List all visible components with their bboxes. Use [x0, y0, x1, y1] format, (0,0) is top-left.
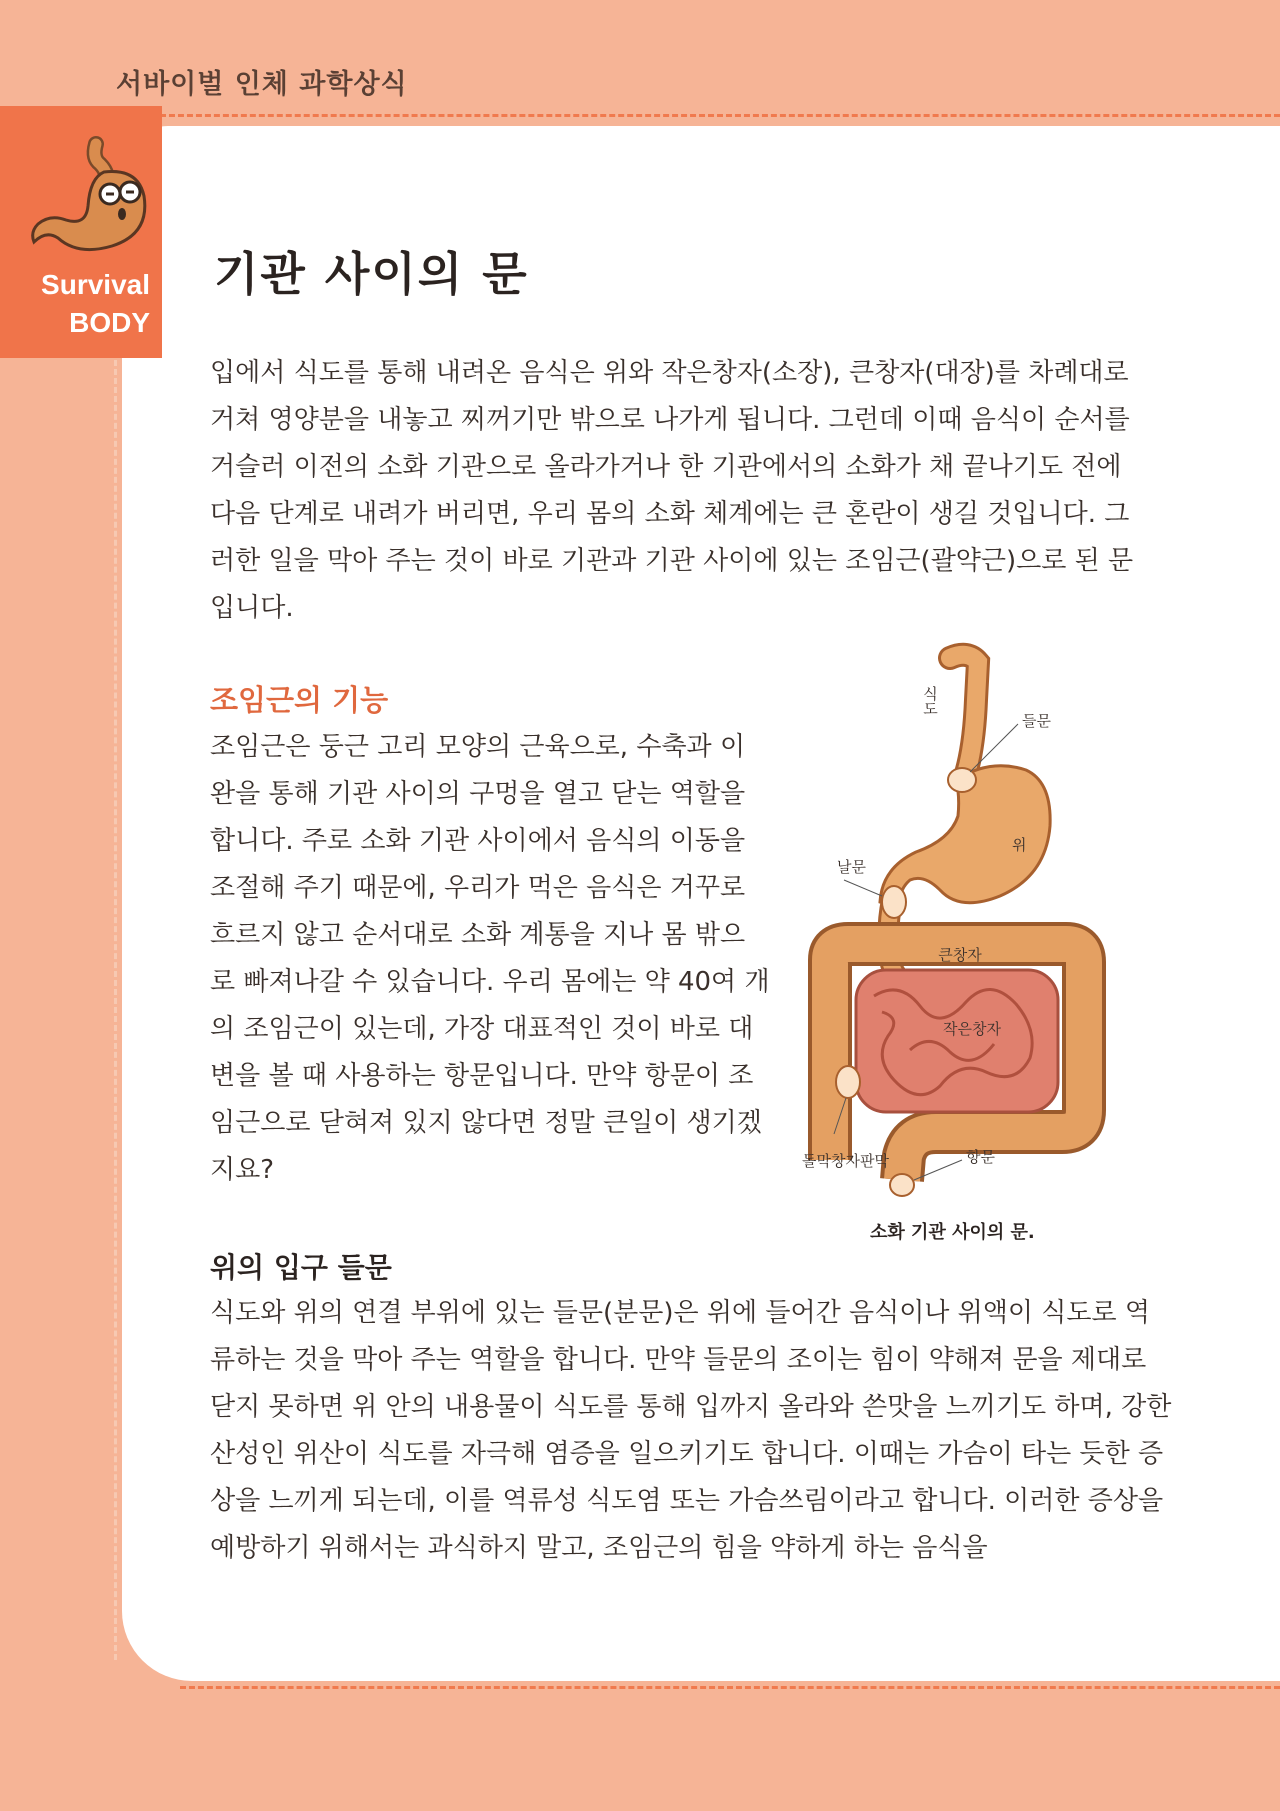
- stomach-cartoon-icon: [26, 134, 156, 264]
- label-stomach: 위: [1012, 836, 1027, 854]
- section-paragraph-cardia: 식도와 위의 연결 부위에 있는 들문(분문)은 위에 들어간 음식이나 위액이 식도로 역류하는 것을 막아 주는 역할을 합니다. 만약 들문의 조이는 힘이 약해져 문을 제대로 닫지 못하면 위 안의 내용물이 식도를 통해 입까지 올라와 쓴맛을 느끼기도 하며, 강한 산성인 위산이 식도를 자극해 염증을 일으키기도 합니다. 이때는 가슴이 타는 듯한 증상을 느끼게 되는데, 이를 역류성 식도염 또는 가슴쓰림이라고 합니다. 이러한 증상을 예방하기 위해서는 과식하지 말고, 조임근의 힘을 약하게 하는 음식을: [210, 1298, 1172, 1563]
- label-esophagus: 식도: [921, 686, 939, 716]
- badge-line1: Survival: [41, 269, 150, 300]
- running-title: 서바이벌 인체 과학상식: [116, 69, 408, 100]
- digestive-tract-illustration: [790, 640, 1120, 1220]
- page-title: 기관 사이의 문: [214, 247, 529, 301]
- label-ileocecal-valve: 돌막창자판막: [802, 1152, 889, 1170]
- section-heading-sphincter-function: 조임근의 기능: [210, 683, 389, 717]
- pylorus-marker: [882, 886, 906, 918]
- top-dashed-divider: [160, 114, 1280, 117]
- label-cardia: 들문: [1022, 712, 1051, 730]
- label-pylorus: 날문: [837, 858, 866, 876]
- ileocecal-valve-marker: [836, 1066, 860, 1098]
- badge-line2: BODY: [69, 307, 150, 338]
- bottom-dashed-divider: [180, 1686, 1280, 1689]
- label-anus: 항문: [966, 1148, 995, 1166]
- intro-paragraph: 입에서 식도를 통해 내려온 음식은 위와 작은창자(소장), 큰창자(대장)를 차례대로 거쳐 영양분을 내놓고 찌꺼기만 밖으로 나가게 됩니다. 그런데 이때 음식이 순서를 거슬러 이전의 소화 기관으로 올라가거나 한 기관에서의 소화가 채 끝나기도 전에 다음 단계로 내려가 버리면, 우리 몸의 소화 체계에는 큰 혼란이 생길 것입니다. 그러한 일을 막아 주는 것이 바로 기관과 기관 사이에 있는 조임근(괄약근)으로 된 문입니다.: [210, 358, 1134, 623]
- cardia-marker: [948, 768, 976, 792]
- section-paragraph-sphincter-function: 조임근은 둥근 고리 모양의 근육으로, 수축과 이완을 통해 기관 사이의 구멍을 열고 닫는 역할을 합니다. 주로 소화 기관 사이에서 음식의 이동을 조절해 주기 때문에, 우리가 먹은 음식은 거꾸로 흐르지 않고 순서대로 소화 계통을 지나 몸 밖으로 빠져나갈 수 있습니다. 우리 몸에는 약 40여 개의 조임근이 있는데, 가장 대표적인 것이 바로 대변을 볼 때 사용하는 항문입니다. 만약 항문이 조임근으로 닫혀져 있지 않다면 정말 큰일이 생기겠지요?: [210, 732, 770, 1185]
- section-badge: [0, 106, 162, 358]
- anus-marker: [890, 1174, 914, 1196]
- digestive-diagram: [790, 640, 1120, 1224]
- section-heading-cardia: 위의 입구 들문: [210, 1251, 392, 1284]
- diagram-caption: 소화 기관 사이의 문.: [870, 1222, 1035, 1243]
- label-small-intestine: 작은창자: [943, 1020, 1001, 1038]
- label-large-intestine: 큰창자: [938, 946, 982, 964]
- badge-text: [0, 266, 150, 342]
- left-dashed-rule: [114, 360, 117, 1660]
